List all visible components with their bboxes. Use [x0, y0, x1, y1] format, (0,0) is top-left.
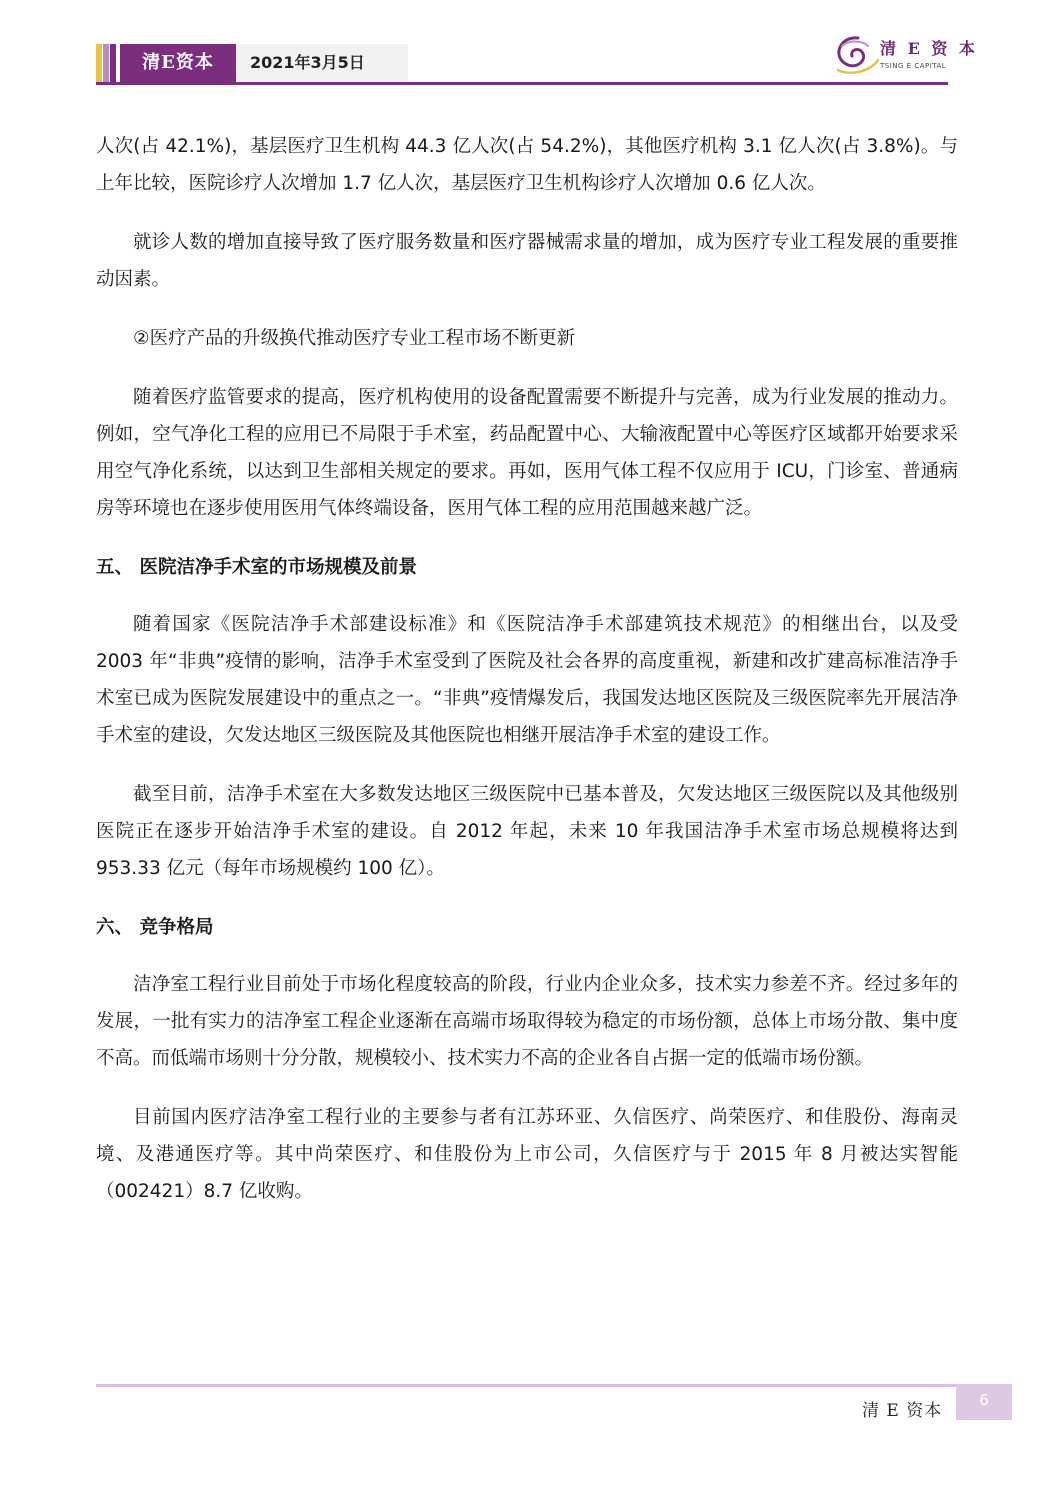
paragraph-demand: 就诊人数的增加直接导致了医疗服务数量和医疗器械需求量的增加，成为医疗专业工程发展的重要推动因素。	[96, 232, 958, 290]
paragraph-subheading-upgrade: ②医疗产品的升级换代推动医疗专业工程市场不断更新	[133, 328, 576, 349]
page-number: 6	[956, 1384, 1012, 1420]
paragraph-regulation: 随着医疗监管要求的提高，医疗机构使用的设备配置需要不断提升与完善，成为行业发展的推动力。例如，空气净化工程的应用已不局限于手术室，药品配置中心、大输液配置中心等医疗区域都开始要求采用空气净化系统，以达到卫生部相关规定的要求。再如，医用气体工程不仅应用于 ICU，门诊室、普通病房等环境也在逐步使用医用气体终端设备，医用气体工程的应用范围越来越广泛。	[96, 387, 958, 519]
header-decor-bars	[96, 44, 116, 82]
paragraph-industry-status: 洁净室工程行业目前处于市场化程度较高的阶段，行业内企业众多，技术实力参差不齐。经过多年的发展，一批有实力的洁净室工程企业逐渐在高端市场取得较为稳定的市场份额，总体上市场分散、集中度不高。而低端市场则十分分散，规模较小、技术实力不高的企业各自占据一定的低端市场份额。	[96, 974, 958, 1069]
section-heading-5: 五、 医院洁净手术室的市场规模及前景	[96, 557, 417, 578]
header-bar-purple	[110, 44, 116, 82]
logo-chinese-text: 清 E 资 本	[880, 39, 978, 58]
paragraph-visits: 人次(占 42.1%)，基层医疗卫生机构 44.3 亿人次(占 54.2%)，其他医疗机构 3.1 亿人次(占 3.8%)。与上年比较，医院诊疗人次增加 1.7 亿人次，基层医疗卫生机构诊疗人次增加 0.6 亿人次。	[96, 136, 958, 194]
header-bar-lilac	[103, 44, 109, 82]
paragraph-market-size: 截至目前，洁净手术室在大多数发达地区三级医院中已基本普及，欠发达地区三级医院以及其他级别医院正在逐步开始洁净手术室的建设。自 2012 年起，未来 10 年我国洁净手术室市场总规模将达到 953.33 亿元（每年市场规模约 100 亿）。	[96, 784, 958, 879]
header-date: 2021年3月5日	[236, 44, 408, 82]
section-heading-6: 六、 竞争格局	[96, 917, 214, 938]
footer-divider	[96, 1384, 958, 1387]
header-brand-tag: 清E资本	[120, 44, 236, 82]
document-body	[96, 128, 958, 1232]
paragraph-key-players: 目前国内医疗洁净室工程行业的主要参与者有江苏环亚、久信医疗、尚荣医疗、和佳股份、海南灵境、及港通医疗等。其中尚荣医疗、和佳股份为上市公司，久信医疗与于 2015 年 8 月被达实智能（002421）8.7 亿收购。	[96, 1107, 958, 1202]
paragraph-clean-room-standards: 随着国家《医院洁净手术部建设标准》和《医院洁净手术部建筑技术规范》的相继出台，以及受 2003 年“非典”疫情的影响，洁净手术室受到了医院及社会各界的高度重视，新建和改扩建高标准洁净手术室已成为医院发展建设中的重点之一。“非典”疫情爆发后，我国发达地区医院及三级医院率先开展洁净手术室的建设，欠发达地区三级医院及其他医院也相继开展洁净手术室的建设工作。	[96, 614, 958, 746]
logo-english-text: TSING E CAPITAL	[880, 62, 947, 70]
footer-brand: 清 E 资本	[862, 1401, 943, 1421]
header-divider	[96, 82, 948, 85]
header-bar-gold	[96, 44, 102, 82]
